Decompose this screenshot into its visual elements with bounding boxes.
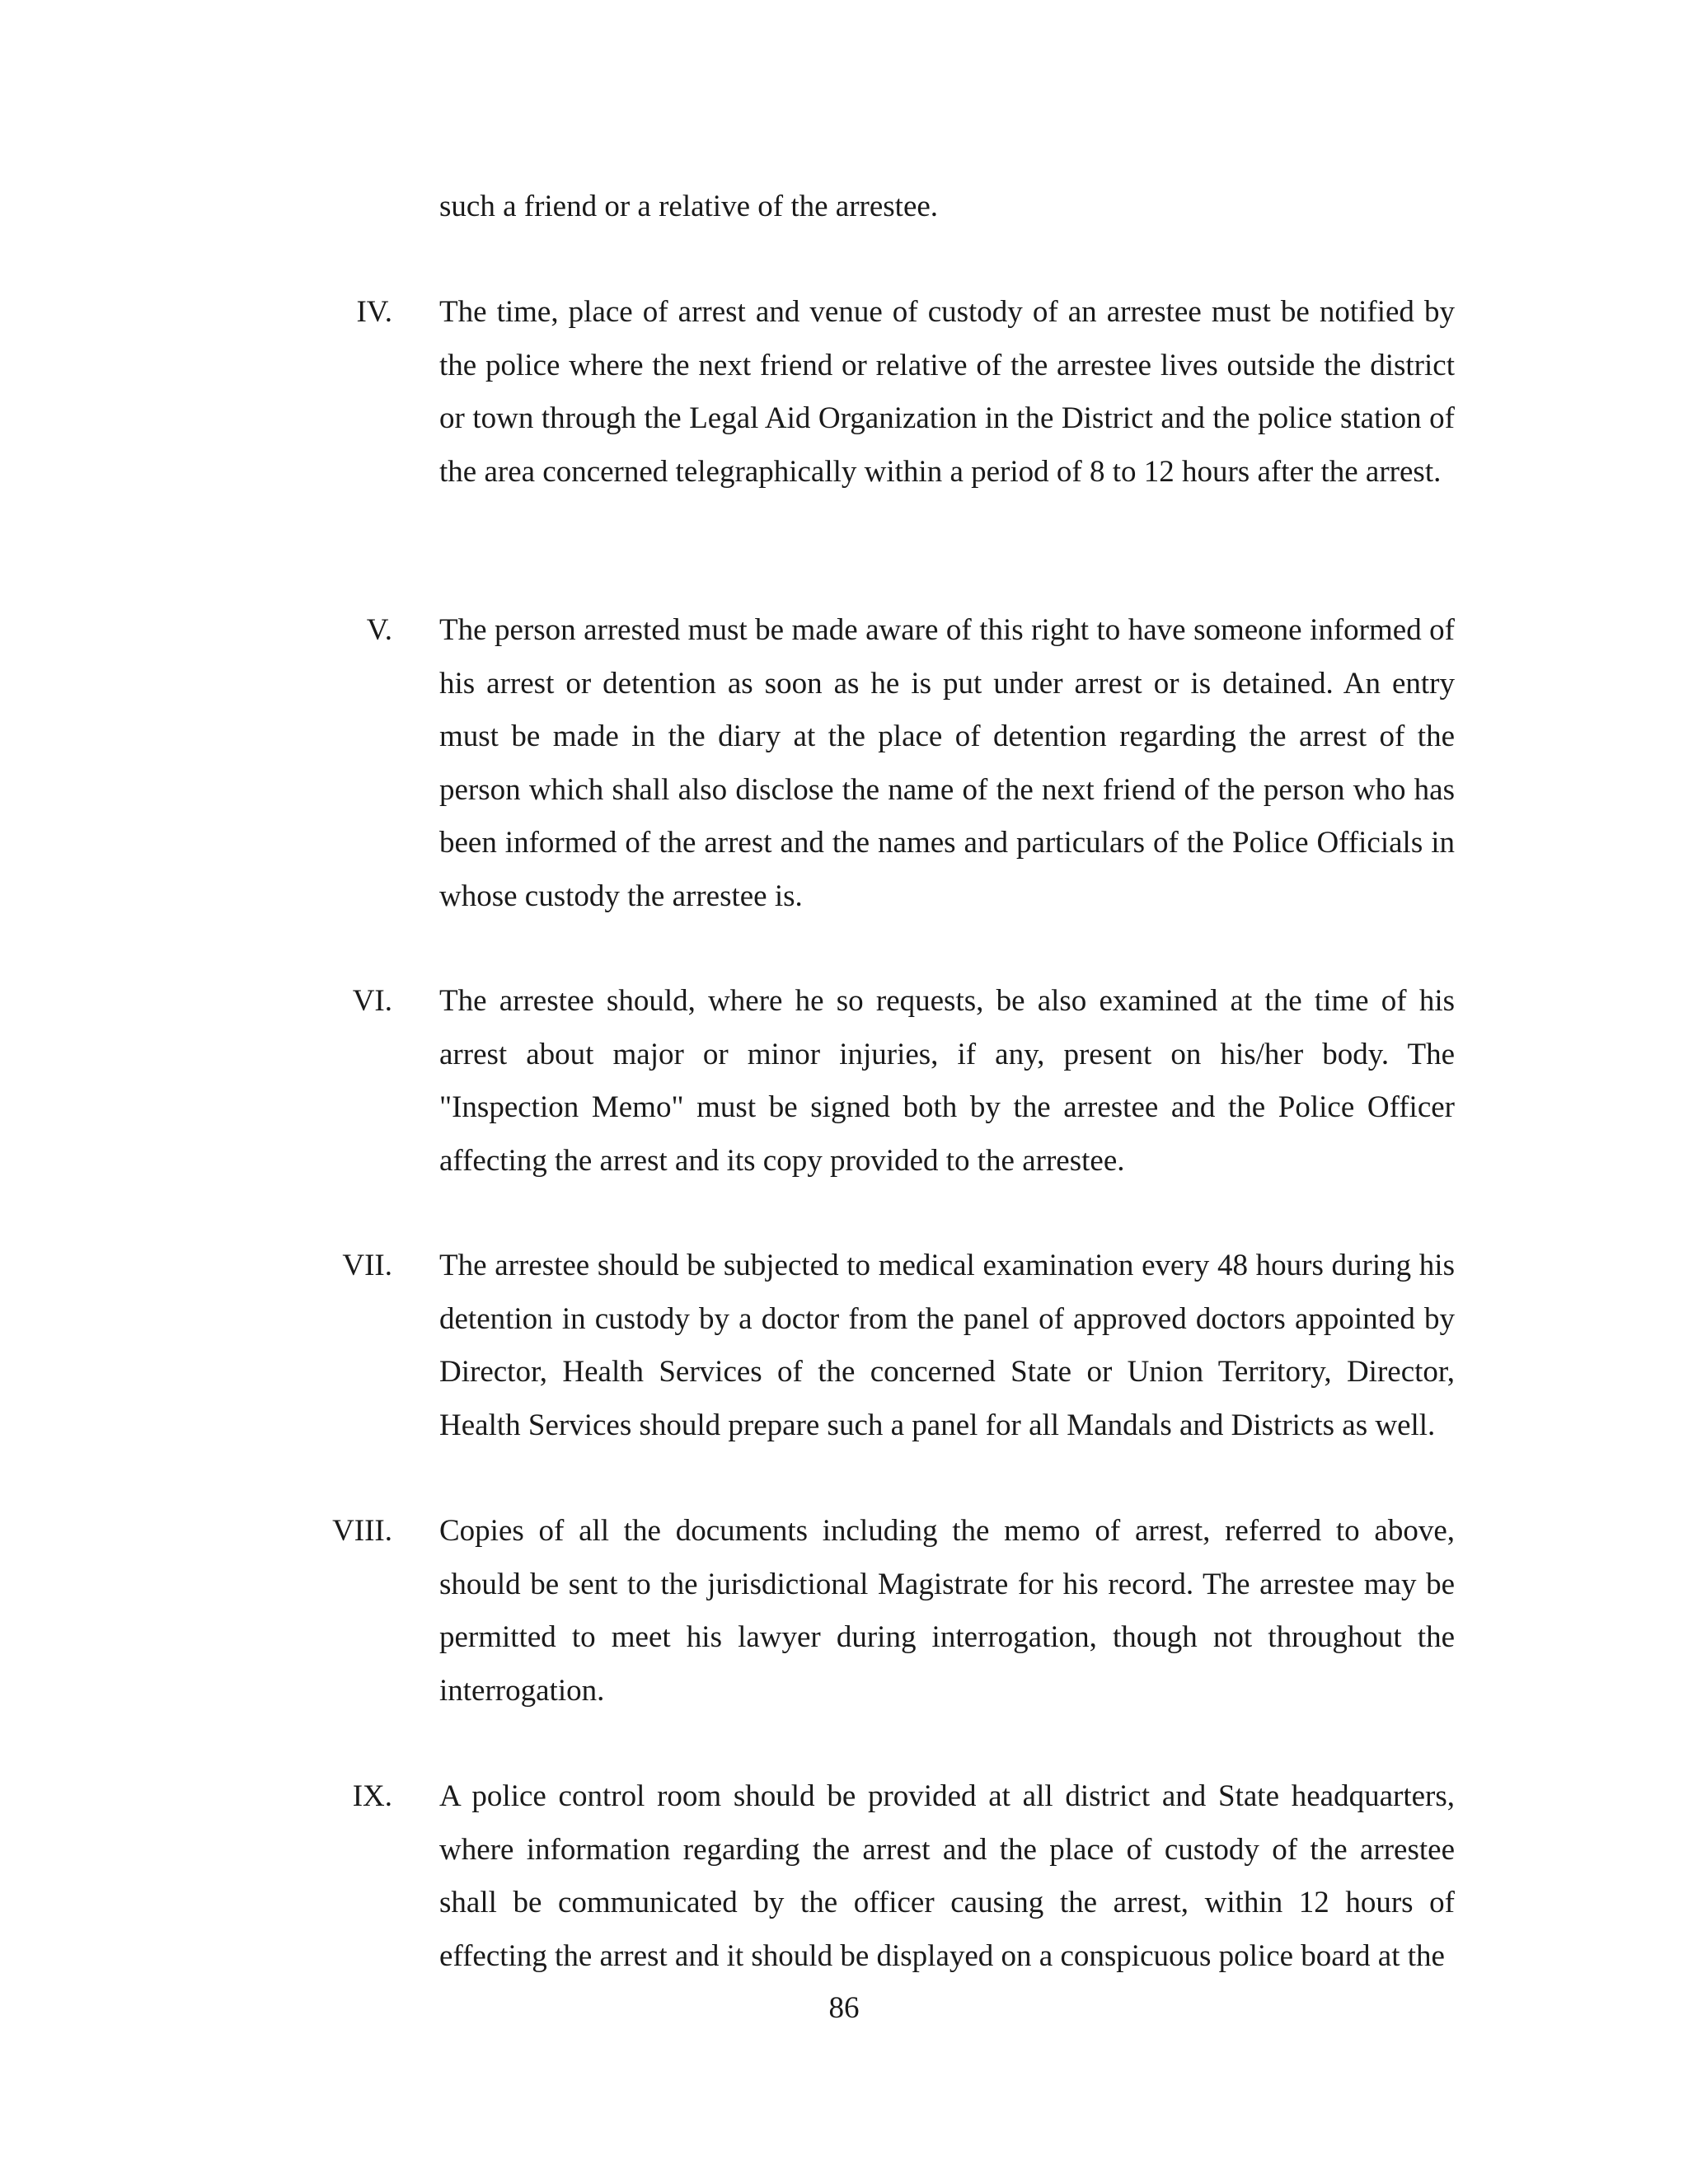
- page-number: 86: [828, 1991, 860, 2025]
- item-numeral: IX.: [352, 1779, 392, 1813]
- item-numeral: V.: [366, 613, 392, 647]
- item-text: The time, place of arrest and venue of custody of an arrestee must be notified by the police where the next friend or relative of the arrestee lives outside the district or town through the Legal Aid Organization in the District and the police station of the area concerned telegraphically within a period of 8 to 12 hours after the arrest.: [439, 295, 1455, 489]
- continuation-text: such a friend or a relative of the arrestee.: [439, 190, 939, 223]
- item-numeral: VII.: [342, 1249, 392, 1282]
- item-numeral: IV.: [356, 295, 392, 329]
- item-text: The person arrested must be made aware of this right to have someone informed of his arrest or detention as soon as he is put under arrest or is detained. An entry must be made in the diary at the place of detention regarding the arrest of the person which shall also disclose the name of the next friend of the person who has been informed of the arrest and the names and particulars of the Police Officials in whose custody the arrestee is.: [439, 613, 1455, 913]
- item-text: A police control room should be provided at all district and State headquarters, where information regarding the arrest and the place of custody of the arrestee shall be communicated by the officer causing the arrest, within 12 hours of effecting the arrest and it should be displayed on a conspicuous police board at the: [439, 1779, 1455, 1973]
- item-text: Copies of all the documents including the memo of arrest, referred to above, should be sent to the jurisdictional Magistrate for his record. The arrestee may be permitted to meet his lawyer during interrogation, though not throughout the interrogation.: [439, 1514, 1455, 1708]
- item-text: The arrestee should be subjected to medical examination every 48 hours during his detention in custody by a doctor from the panel of approved doctors appointed by Director, Health Services of the concerned State or Union Territory, Director, Health Services should prepare such a panel for all Mandals and Districts as well.: [439, 1249, 1455, 1442]
- item-text: The arrestee should, where he so requests, be also examined at the time of his arrest about major or minor injuries, if any, present on his/her body. The "Inspection Memo" must be signed both by the arrestee and the Police Officer affecting the arrest and its copy provided to the arrestee.: [439, 984, 1455, 1178]
- item-numeral: VI.: [352, 984, 392, 1018]
- item-numeral: VIII.: [332, 1514, 392, 1548]
